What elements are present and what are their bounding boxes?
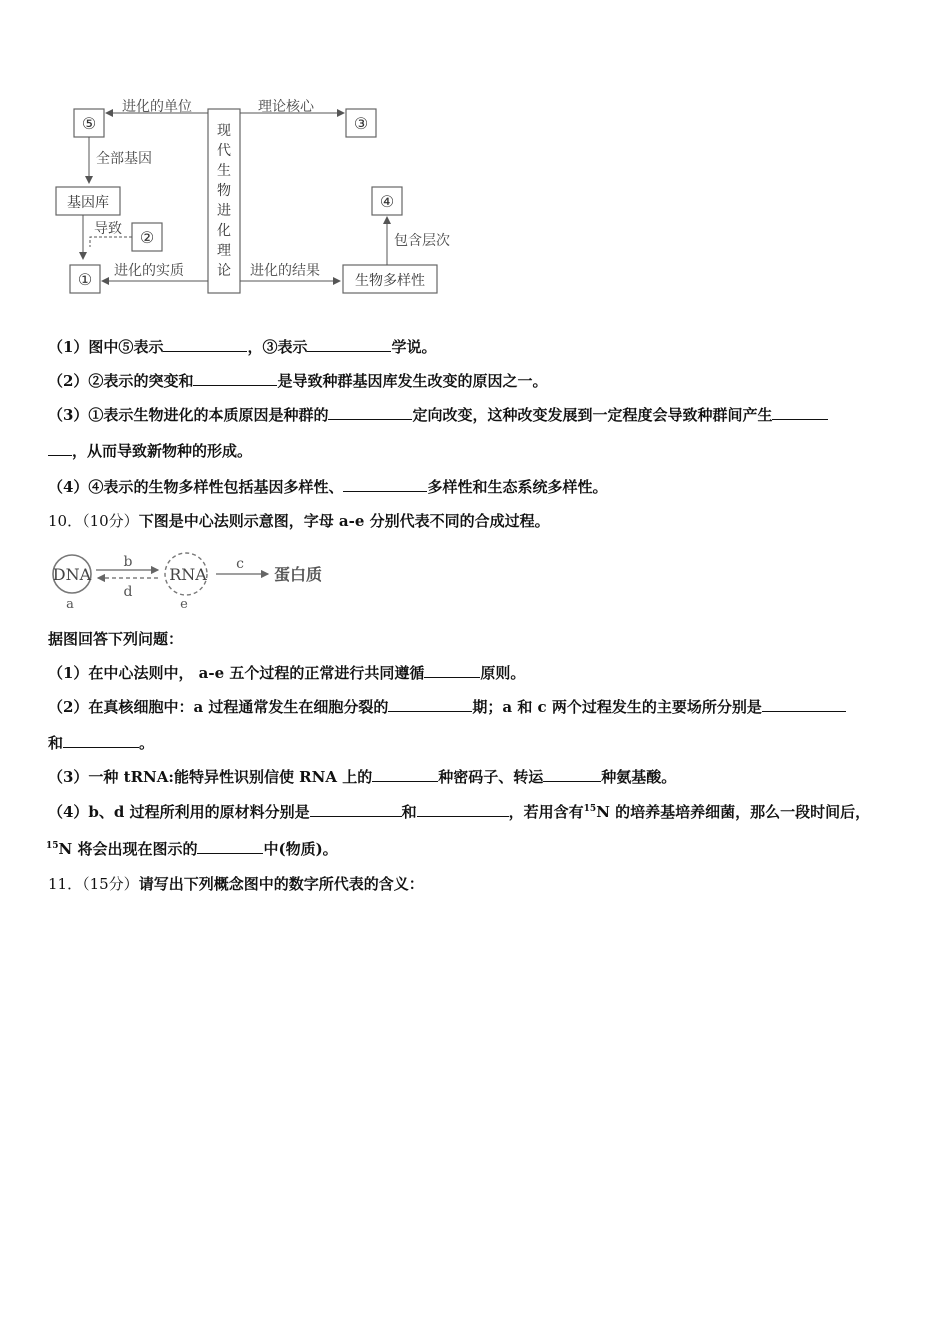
label-essence: 进化的实质 [114, 263, 184, 279]
label-theory-core: 理论核心 [258, 99, 314, 115]
q9-line-3: （3）①表示生物进化的本质原因是种群的 定向改变，这种改变发展到一定程度会导致种群间产生 [48, 404, 828, 425]
label-a: a [66, 597, 74, 612]
protein-label: 蛋白质 [274, 565, 323, 584]
q10-line-5: $^{15}$N 将会出现在图示的 中(物质)。 [46, 840, 338, 858]
center-text-char: 理 [217, 243, 231, 259]
label-b: b [123, 554, 133, 570]
label-evolution-unit: 进化的单位 [122, 99, 192, 115]
label-e: e [180, 597, 188, 612]
central-dogma-figure [48, 540, 338, 614]
center-text-char: 生 [217, 163, 231, 179]
biodiversity-label: 生物多样性 [355, 273, 425, 289]
q9-line-4: （4）④表示的生物多样性包括基因多样性、 多样性和生态系统多样性。 [48, 478, 608, 496]
center-text-char: 物 [217, 183, 231, 199]
label-c: c [236, 556, 244, 572]
q10-line-3: （3）一种 tRNA:能特异性识别信使 RNA 上的 种密码子、转运 种氨基酸。 [48, 768, 677, 786]
q9-line-1: （1）图中⑤表示 ，③表示 学说。 [48, 338, 437, 356]
center-text-char: 论 [217, 263, 231, 279]
rna-label: RNA [169, 565, 207, 584]
gene-pool-label: 基因库 [67, 195, 109, 211]
label-result: 进化的结果 [250, 263, 320, 279]
center-text-char: 进 [217, 203, 231, 219]
node-5-label: ⑤ [81, 114, 97, 133]
node-1-label: ① [77, 270, 93, 289]
q11-heading: 11．（15分）请写出下列概念图中的数字所代表的含义： [48, 875, 424, 893]
label-levels: 包含层次 [394, 233, 450, 249]
q10-line-1: （1）在中心法则中， a-e 五个过程的正常进行共同遵循 原则。 [48, 664, 526, 682]
q10-line-4: （4）b、d 过程所利用的原材料分别是 和 ，若用含有$^{15}$N 的培养基培养细菌，那么一段时间后， [48, 803, 871, 821]
label-all-genes: 全部基因 [96, 151, 152, 167]
q9-line-2: （2）②表示的突变和 是导致种群基因库发生改变的原因之一。 [48, 372, 548, 390]
q10-line-2: （2）在真核细胞中：a 过程通常发生在细胞分裂的 期；a 和 c 两个过程发生的主要场所分别是 [48, 696, 846, 717]
center-text-char: 现 [217, 123, 231, 139]
q10-heading: 10．（10分）下图是中心法则示意图，字母 a-e 分别代表不同的合成过程。 [48, 512, 550, 530]
concept-map-figure [50, 95, 470, 305]
center-text [217, 123, 231, 279]
node-2-label: ② [139, 228, 155, 247]
label-d: d [123, 584, 133, 600]
node-4-label: ④ [379, 192, 395, 211]
label-cause: 导致 [94, 221, 122, 237]
q9-line-3-cont: ，从而导致新物种的形成。 [48, 440, 252, 461]
dna-label: DNA [52, 565, 92, 584]
node-3-label: ③ [353, 114, 369, 133]
q10-intro: 据图回答下列问题： [48, 630, 184, 648]
q10-line-2-cont: 和 。 [48, 734, 155, 752]
center-text-char: 代 [217, 143, 231, 159]
center-text-char: 化 [217, 223, 231, 239]
